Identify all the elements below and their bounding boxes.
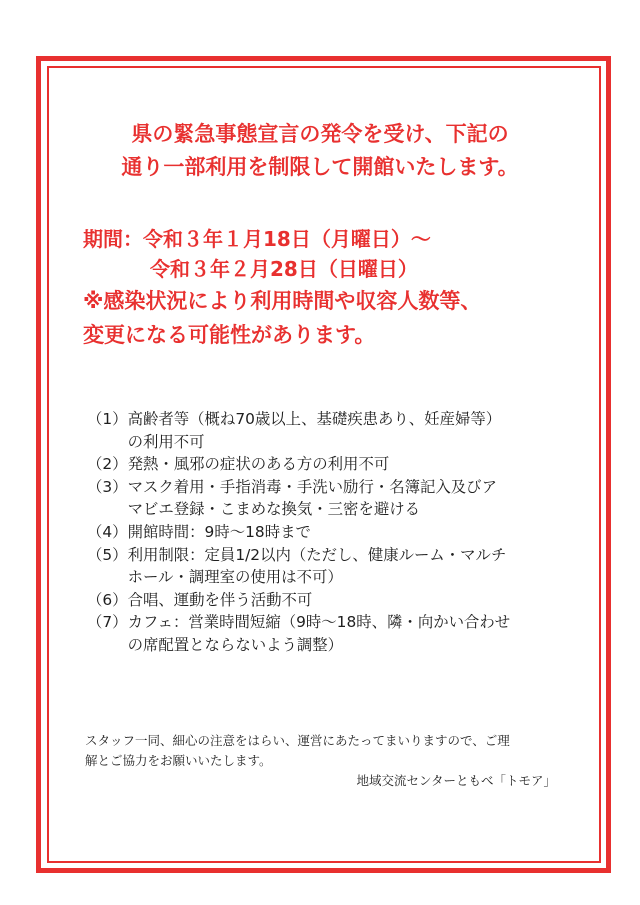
rule-number: （7） <box>87 613 128 632</box>
headline-line-1: 県の緊急事態宣言の発令を受け、下記の <box>131 122 509 146</box>
rule-item <box>87 476 587 521</box>
rule-item <box>87 408 587 453</box>
rule-text: 高齢者等（概ね70歳以上、基礎疾患あり、妊産婦等） <box>127 410 502 428</box>
rule-text: 開館時間：9時～18時まで <box>127 522 311 541</box>
rule-number: （3） <box>87 477 128 496</box>
rule-text: マスク着用・手指消毒・手洗い励行・名簿記入及びア <box>127 477 497 496</box>
rule-text: 利用制限：定員1/2以内（ただし、健康ルーム・マルチ <box>127 545 507 564</box>
rule-item <box>87 589 587 612</box>
rule-text: 発熱・風邪の症状のある方の利用不可 <box>127 455 390 474</box>
period-line-1: 期間：令和３年１月18日（月曜日）～ <box>83 227 431 251</box>
rule-text-continued: ホール・調理室の使用は不可） <box>127 568 343 587</box>
rule-item <box>87 453 587 476</box>
footer-line-1: スタッフ一同、細心の注意をはらい、運営にあたってまいりますので、ご理 <box>85 733 510 748</box>
period-note-line-2: 変更になる可能性があります。 <box>83 323 376 347</box>
period-block <box>83 224 603 352</box>
signature: 地域交流センターともべ「トモア」 <box>356 773 556 788</box>
footer-message <box>85 731 583 771</box>
rule-item <box>87 611 587 656</box>
rule-text: カフェ：営業時間短縮（9時～18時、隣・向かい合わせ <box>127 613 511 632</box>
rule-number: （1） <box>87 410 128 428</box>
rule-number: （4） <box>87 522 128 541</box>
rule-text-continued: の席配置とならないよう調整） <box>127 635 344 654</box>
rule-item <box>87 544 587 589</box>
rules-list <box>87 408 587 657</box>
notice-headline <box>0 118 640 184</box>
period-line-2: 令和３年２月28日（日曜日） <box>150 257 418 281</box>
rule-number: （5） <box>87 545 128 564</box>
period-note-line-1: ※感染状況により利用時間や収容人数等、 <box>83 289 482 313</box>
headline-line-2: 通り一部利用を制限して開館いたします。 <box>121 155 519 179</box>
footer-line-2: 解とご協力をお願いいたします。 <box>85 753 272 768</box>
rule-number: （6） <box>87 590 128 609</box>
rule-number: （2） <box>87 455 128 474</box>
rule-text-continued: マビエ登録・こまめな換気・三密を避ける <box>127 500 421 519</box>
rule-item <box>87 521 587 544</box>
rule-text: 合唱、運動を伴う活動不可 <box>127 590 313 609</box>
rule-text-continued: の利用不可 <box>127 432 205 451</box>
